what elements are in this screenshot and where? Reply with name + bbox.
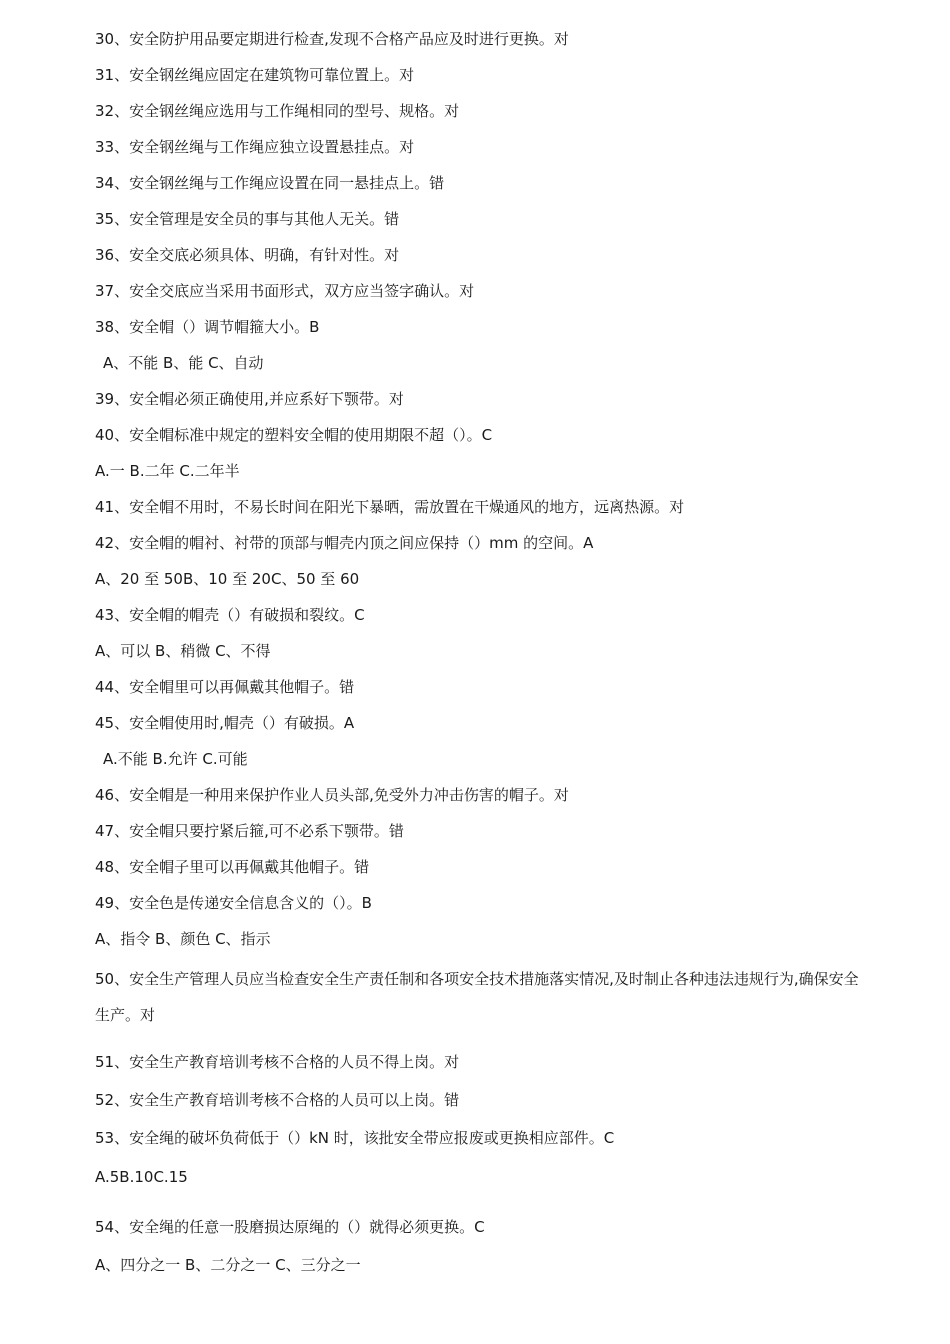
question-50: 50、安全生产管理人员应当检查安全生产责任制和各项安全技术措施落实情况,及时制止各种违法违规行为,确保安全生产。对 bbox=[95, 970, 859, 1024]
question-33: 33、安全钢丝绳与工作绳应独立设置悬挂点。对 bbox=[95, 138, 415, 156]
question-51: 51、安全生产教育培训考核不合格的人员不得上岗。对 bbox=[95, 1053, 460, 1071]
options-53: A.5B.10C.15 bbox=[95, 1168, 188, 1186]
question-39: 39、安全帽必须正确使用,并应系好下颚带。对 bbox=[95, 390, 404, 408]
question-46: 46、安全帽是一种用来保护作业人员头部,免受外力冲击伤害的帽子。对 bbox=[95, 786, 569, 804]
question-38: 38、安全帽（）调节帽箍大小。B bbox=[95, 318, 320, 336]
question-48: 48、安全帽子里可以再佩戴其他帽子。错 bbox=[95, 858, 370, 876]
question-49: 49、安全色是传递安全信息含义的（）。B bbox=[95, 894, 372, 912]
question-36: 36、安全交底必须具体、明确，有针对性。对 bbox=[95, 246, 400, 264]
question-35: 35、安全管理是安全员的事与其他人无关。错 bbox=[95, 210, 400, 228]
question-52: 52、安全生产教育培训考核不合格的人员可以上岗。错 bbox=[95, 1091, 460, 1109]
options-38: A、不能 B、能 C、自动 bbox=[103, 354, 264, 372]
question-37: 37、安全交底应当采用书面形式，双方应当签字确认。对 bbox=[95, 282, 475, 300]
options-40: A.一 B.二年 C.二年半 bbox=[95, 462, 240, 480]
question-54: 54、安全绳的任意一股磨损达原绳的（）就得必须更换。C bbox=[95, 1218, 485, 1236]
question-47: 47、安全帽只要拧紧后箍,可不必系下颚带。错 bbox=[95, 822, 404, 840]
question-43: 43、安全帽的帽壳（）有破损和裂纹。C bbox=[95, 606, 365, 624]
question-31: 31、安全钢丝绳应固定在建筑物可靠位置上。对 bbox=[95, 66, 415, 84]
question-45: 45、安全帽使用时,帽壳（）有破损。A bbox=[95, 714, 355, 732]
options-42: A、20 至 50B、10 至 20C、50 至 60 bbox=[95, 570, 360, 588]
question-41: 41、安全帽不用时，不易长时间在阳光下暴晒，需放置在干燥通风的地方，远离热源。对 bbox=[95, 498, 685, 516]
options-49: A、指令 B、颜色 C、指示 bbox=[95, 930, 271, 948]
options-45: A.不能 B.允许 C.可能 bbox=[103, 750, 248, 768]
question-53: 53、安全绳的破坏负荷低于（）kN 时，该批安全带应报废或更换相应部件。C bbox=[95, 1129, 615, 1147]
question-40: 40、安全帽标准中规定的塑料安全帽的使用期限不超（）。C bbox=[95, 426, 493, 444]
question-44: 44、安全帽里可以再佩戴其他帽子。错 bbox=[95, 678, 355, 696]
options-54: A、四分之一 B、二分之一 C、三分之一 bbox=[95, 1256, 361, 1274]
question-34: 34、安全钢丝绳与工作绳应设置在同一悬挂点上。错 bbox=[95, 174, 445, 192]
options-43: A、可以 B、稍微 C、不得 bbox=[95, 642, 271, 660]
question-32: 32、安全钢丝绳应选用与工作绳相同的型号、规格。对 bbox=[95, 102, 460, 120]
question-42: 42、安全帽的帽衬、衬带的顶部与帽壳内顶之间应保持（）mm 的空间。A bbox=[95, 534, 594, 552]
question-30: 30、安全防护用品要定期进行检查,发现不合格产品应及时进行更换。对 bbox=[95, 30, 569, 48]
